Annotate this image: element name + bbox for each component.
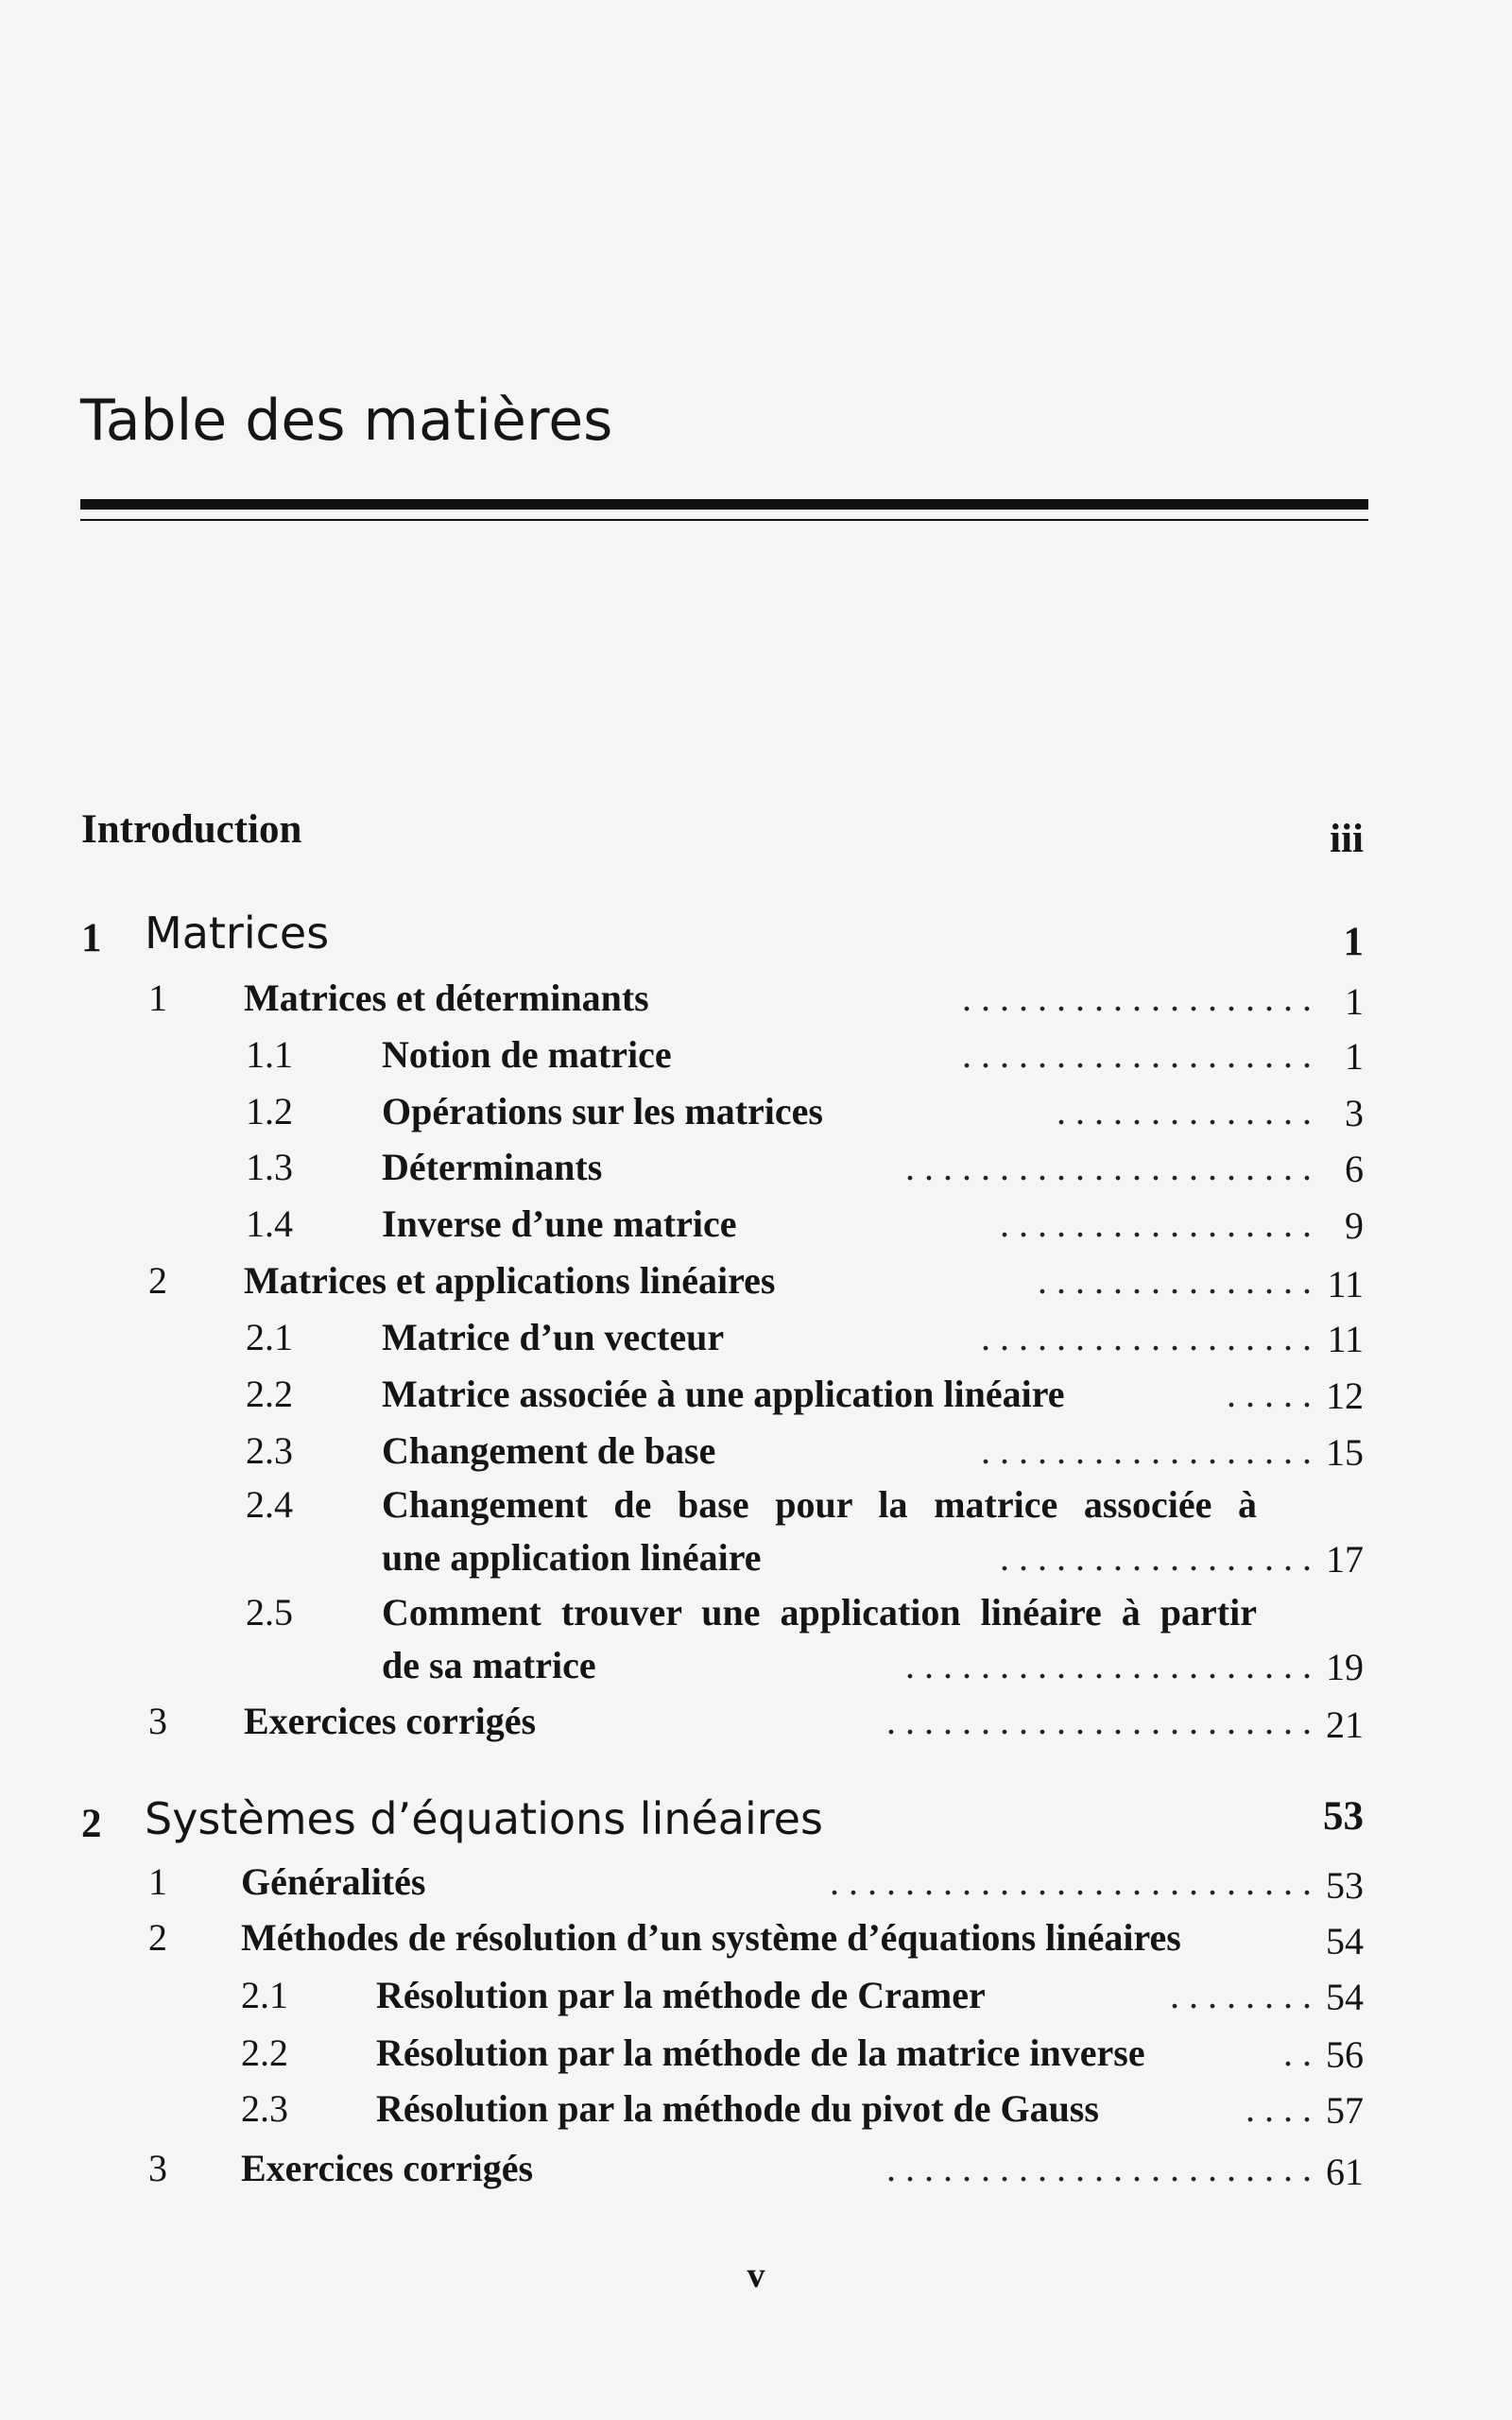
chapter-number: 1 <box>81 916 102 960</box>
subsection-title: Résolution par la méthode de la matrice inverse <box>376 2031 1145 2074</box>
subsection-title: Résolution par la méthode de Cramer <box>376 1974 986 2016</box>
toc-subsection[interactable] <box>0 2031 1512 2087</box>
dot-leader: . . . . . . . . . . . . . . <box>1057 1090 1312 1132</box>
toc-subsection[interactable] <box>0 1590 1512 1694</box>
dot-leader: . . . . . . . . . . . . . . . . . . . . . . <box>905 1146 1312 1188</box>
subsection-number: 2.1 <box>241 1974 288 2016</box>
subsection-number: 2.2 <box>246 1373 293 1415</box>
toc-chapter-1[interactable] <box>0 908 1512 964</box>
subsection-title: Matrice associée à une application linéaire <box>382 1373 1065 1415</box>
title-rule-thin <box>80 519 1368 521</box>
dot-leader: . . . . . . . . . . . . . . . . . . . . . . <box>905 1644 1312 1686</box>
chapter-page: 53 <box>1323 1794 1364 1839</box>
subsection-number: 1.3 <box>246 1146 293 1188</box>
section-title: Matrices et déterminants <box>244 977 649 1019</box>
section-number: 2 <box>148 1259 167 1302</box>
section-page: 54 <box>1326 1920 1364 1962</box>
toc-subsection[interactable] <box>0 1201 1512 1258</box>
section-page: 1 <box>1345 980 1364 1023</box>
subsection-page: 12 <box>1326 1374 1364 1417</box>
section-title: Matrices et applications linéaires <box>244 1259 776 1302</box>
subsection-number: 2.4 <box>246 1483 293 1526</box>
toc-section[interactable] <box>0 1915 1512 1972</box>
section-title: Méthodes de résolution d’un système d’équations linéaires <box>241 1916 1181 1959</box>
subsection-title: Changement de base <box>382 1429 716 1472</box>
toc-section[interactable] <box>0 1699 1512 1755</box>
dot-leader: . . . . <box>1246 2087 1312 2130</box>
subsection-page: 9 <box>1345 1204 1364 1247</box>
toc-subsection[interactable] <box>0 1089 1512 1146</box>
section-page: 11 <box>1327 1263 1364 1305</box>
chapter-number: 2 <box>81 1802 102 1846</box>
dot-leader: . . . . . . . . . . . . . . . . . <box>1000 1202 1312 1245</box>
subsection-title-line-2: de sa matrice <box>382 1644 596 1686</box>
section-page: 21 <box>1326 1703 1364 1746</box>
page-title: Table des matières <box>80 388 613 454</box>
subsection-number: 2.3 <box>246 1429 293 1472</box>
toc-subsection[interactable] <box>0 1032 1512 1089</box>
subsection-page: 17 <box>1326 1538 1364 1581</box>
subsection-page: 19 <box>1326 1646 1364 1688</box>
section-title: Généralités <box>241 1860 426 1903</box>
subsection-page: 54 <box>1326 1976 1364 2018</box>
section-number: 1 <box>148 1860 167 1903</box>
subsection-page: 6 <box>1345 1148 1364 1190</box>
section-title: Exercices corrigés <box>244 1700 537 1742</box>
toc-section[interactable] <box>0 2146 1512 2203</box>
subsection-number: 1.2 <box>246 1090 293 1132</box>
chapter-title: Systèmes d’équations linéaires <box>145 1793 823 1844</box>
dot-leader: . . . . . . . . . . . . . . . . . . . . . . . <box>886 2147 1312 2189</box>
chapter-page: 1 <box>1343 920 1364 964</box>
dot-leader: . . . . . . . . . . . . . . . . . . . <box>962 977 1312 1019</box>
subsection-number: 1.4 <box>246 1202 293 1245</box>
dot-leader: . . . . . . . . . . . . . . . . . . . <box>962 1033 1312 1076</box>
section-page: 61 <box>1326 2151 1364 2193</box>
subsection-title: Matrice d’un vecteur <box>382 1316 725 1358</box>
dot-leader: . . . . . . . . . . . . . . . . . . <box>981 1316 1312 1358</box>
toc-entry-introduction[interactable] <box>0 806 1512 863</box>
subsection-page: 3 <box>1345 1092 1364 1134</box>
section-number: 2 <box>148 1916 167 1959</box>
dot-leader: . . . . . . . . . . . . . . . . . . . . . . . <box>886 1700 1312 1742</box>
toc-section[interactable] <box>0 1258 1512 1315</box>
toc-section[interactable] <box>0 1859 1512 1916</box>
subsection-number: 2.2 <box>241 2031 288 2074</box>
title-rule-thick <box>80 499 1368 510</box>
section-number: 1 <box>148 977 167 1019</box>
dot-leader: . . . . . . . . . . . . . . . . . <box>1000 1536 1312 1579</box>
toc-section[interactable] <box>0 976 1512 1032</box>
toc-chapter-2[interactable] <box>0 1793 1512 1850</box>
dot-leader: . . . . . . . . . . . . . . . <box>1038 1259 1312 1302</box>
section-number: 3 <box>148 2147 167 2189</box>
subsection-page: 1 <box>1345 1035 1364 1078</box>
section-number: 3 <box>148 1700 167 1742</box>
toc-subsection[interactable] <box>0 1145 1512 1201</box>
toc-subsection[interactable] <box>0 1482 1512 1586</box>
page-folio: v <box>747 2256 765 2295</box>
dot-leader: . . . . . . . . . . . . . . . . . . . . . . . . . . <box>830 1860 1312 1903</box>
subsection-number: 2.3 <box>241 2087 288 2130</box>
toc-subsection[interactable] <box>0 2086 1512 2143</box>
entry-title: Introduction <box>81 807 302 852</box>
subsection-number: 2.1 <box>246 1316 293 1358</box>
dot-leader: . . <box>1283 2031 1312 2074</box>
toc-subsection[interactable] <box>0 1372 1512 1428</box>
subsection-page: 56 <box>1326 2033 1364 2076</box>
subsection-title-line-1: Changement de base pour la matrice associée à <box>382 1483 1257 1526</box>
entry-page: iii <box>1330 817 1364 861</box>
subsection-number: 2.5 <box>246 1591 293 1634</box>
section-page: 53 <box>1326 1864 1364 1907</box>
toc-subsection[interactable] <box>0 1315 1512 1372</box>
subsection-title: Inverse d’une matrice <box>382 1202 737 1245</box>
subsection-title: Déterminants <box>382 1146 603 1188</box>
subsection-number: 1.1 <box>246 1033 293 1076</box>
dot-leader: . . . . . <box>1227 1373 1312 1415</box>
subsection-title: Opérations sur les matrices <box>382 1090 823 1132</box>
toc-subsection[interactable] <box>0 1973 1512 2030</box>
dot-leader: . . . . . . . . <box>1170 1974 1312 2016</box>
subsection-title: Notion de matrice <box>382 1033 672 1076</box>
section-title: Exercices corrigés <box>241 2147 534 2189</box>
toc-subsection[interactable] <box>0 1428 1512 1485</box>
subsection-title-line-1: Comment trouver une application linéaire à partir <box>382 1591 1257 1634</box>
subsection-title: Résolution par la méthode du pivot de Gauss <box>376 2087 1099 2130</box>
subsection-page: 11 <box>1327 1318 1364 1360</box>
subsection-page: 57 <box>1326 2089 1364 2132</box>
dot-leader: . . . . . . . . . . . . . . . . . . <box>981 1429 1312 1472</box>
chapter-title: Matrices <box>145 908 330 959</box>
subsection-title-line-2: une application linéaire <box>382 1536 762 1579</box>
subsection-page: 15 <box>1326 1431 1364 1474</box>
